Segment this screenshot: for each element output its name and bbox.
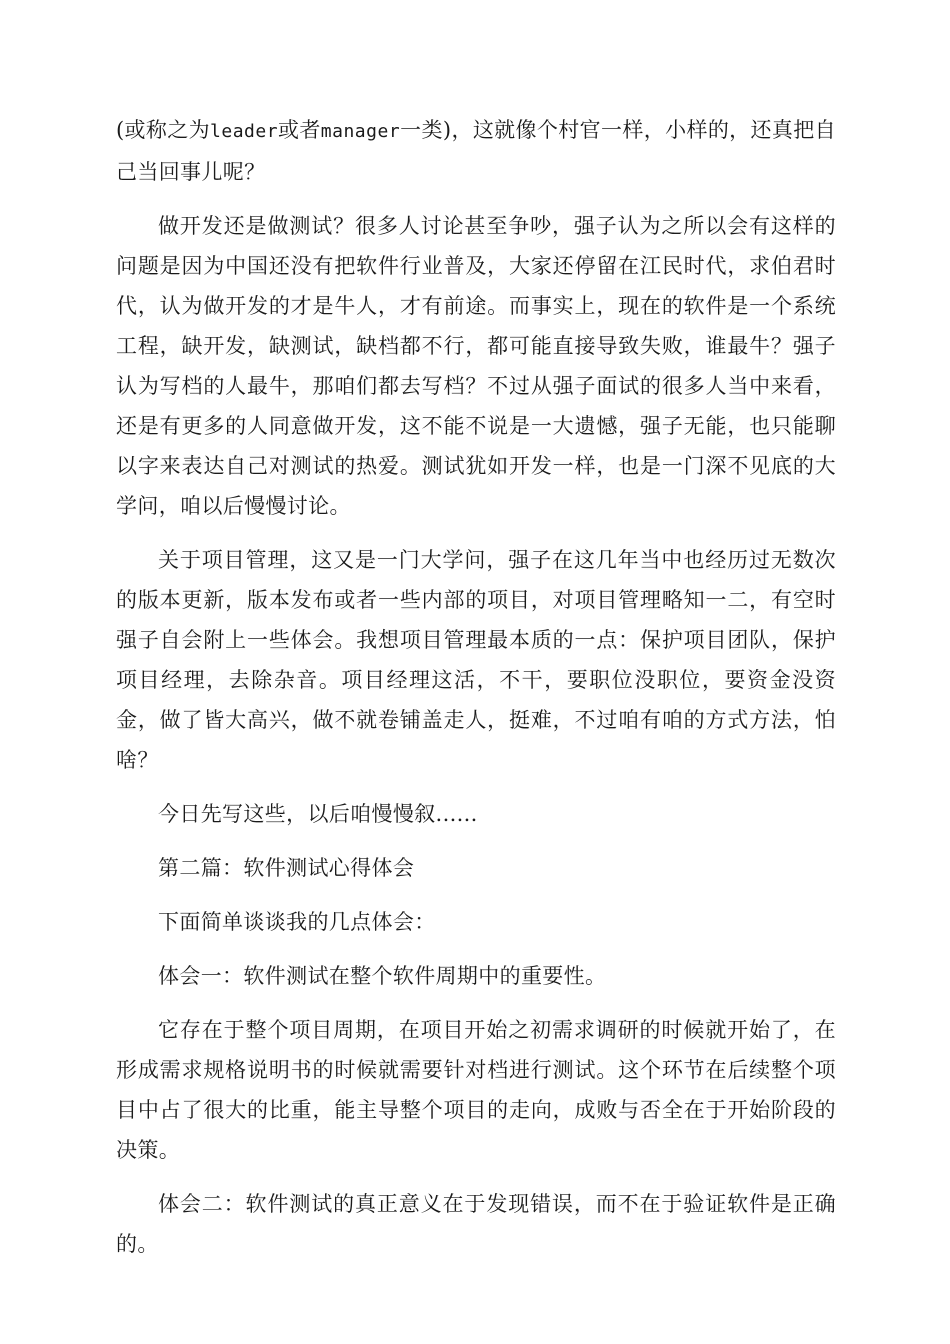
term-manager: manager <box>320 121 401 142</box>
paragraph-1-post: 一类)，这就像个村官一样，小样的，还真把自己当回事儿呢？ <box>116 118 836 184</box>
document-body <box>116 110 836 1278</box>
point-2-heading: 体会二：软件测试的真正意义在于发现错误，而不在于验证软件是正确的。 <box>116 1192 836 1256</box>
point-1-body: 它存在于整个项目周期，在项目开始之初需求调研的时候就开始了，在形成需求规格说明书的时候就需要针对档进行测试。这个环节在后续整个项目中占了很大的比重，能主导整个项目的走向，成败与否全在于开始阶段的决策。 <box>116 1018 836 1162</box>
paragraph-1 <box>116 110 836 192</box>
section-heading: 第二篇：软件测试心得体会 <box>158 856 415 880</box>
term-leader: leader <box>210 121 279 142</box>
paragraph-2: 做开发还是做测试？很多人讨论甚至争吵，强子认为之所以会有这样的问题是因为中国还没有把软件行业普及，大家还停留在江民时代，求伯君时代，认为做开发的才是牛人，才有前途。而事实上，现在的软件是一个系统工程，缺开发，缺测试，缺档都不行，都可能直接导致失败，谁最牛？强子认为写档的人最牛，那咱们都去写档？不过从强子面试的很多人当中来看，还是有更多的人同意做开发，这不能不说是一大遗憾，强子无能，也只能聊以字来表达自己对测试的热爱。测试犹如开发一样，也是一门深不见底的大学问，咱以后慢慢讨论。 <box>116 214 836 518</box>
paragraph-intro: 下面简单谈谈我的几点体会： <box>158 910 436 934</box>
point-1-heading: 体会一：软件测试在整个软件周期中的重要性。 <box>158 964 607 988</box>
paragraph-1-mid: 或者 <box>278 118 321 142</box>
paragraph-3: 关于项目管理，这又是一门大学问，强子在这几年当中也经历过无数次的版本更新，版本发布或者一些内部的项目，对项目管理略知一二，有空时强子自会附上一些体会。我想项目管理最本质的一点：保护项目团队，保护项目经理，去除杂音。项目经理这活，不干，要职位没职位，要资金没资金，做了皆大高兴，做不就卷铺盖走人，挺难，不过咱有咱的方式方法，怕啥？ <box>116 548 836 772</box>
paragraph-4: 今日先写这些，以后咱慢慢叙...... <box>158 802 478 826</box>
paragraph-1-pre: (或称之为 <box>116 118 211 142</box>
